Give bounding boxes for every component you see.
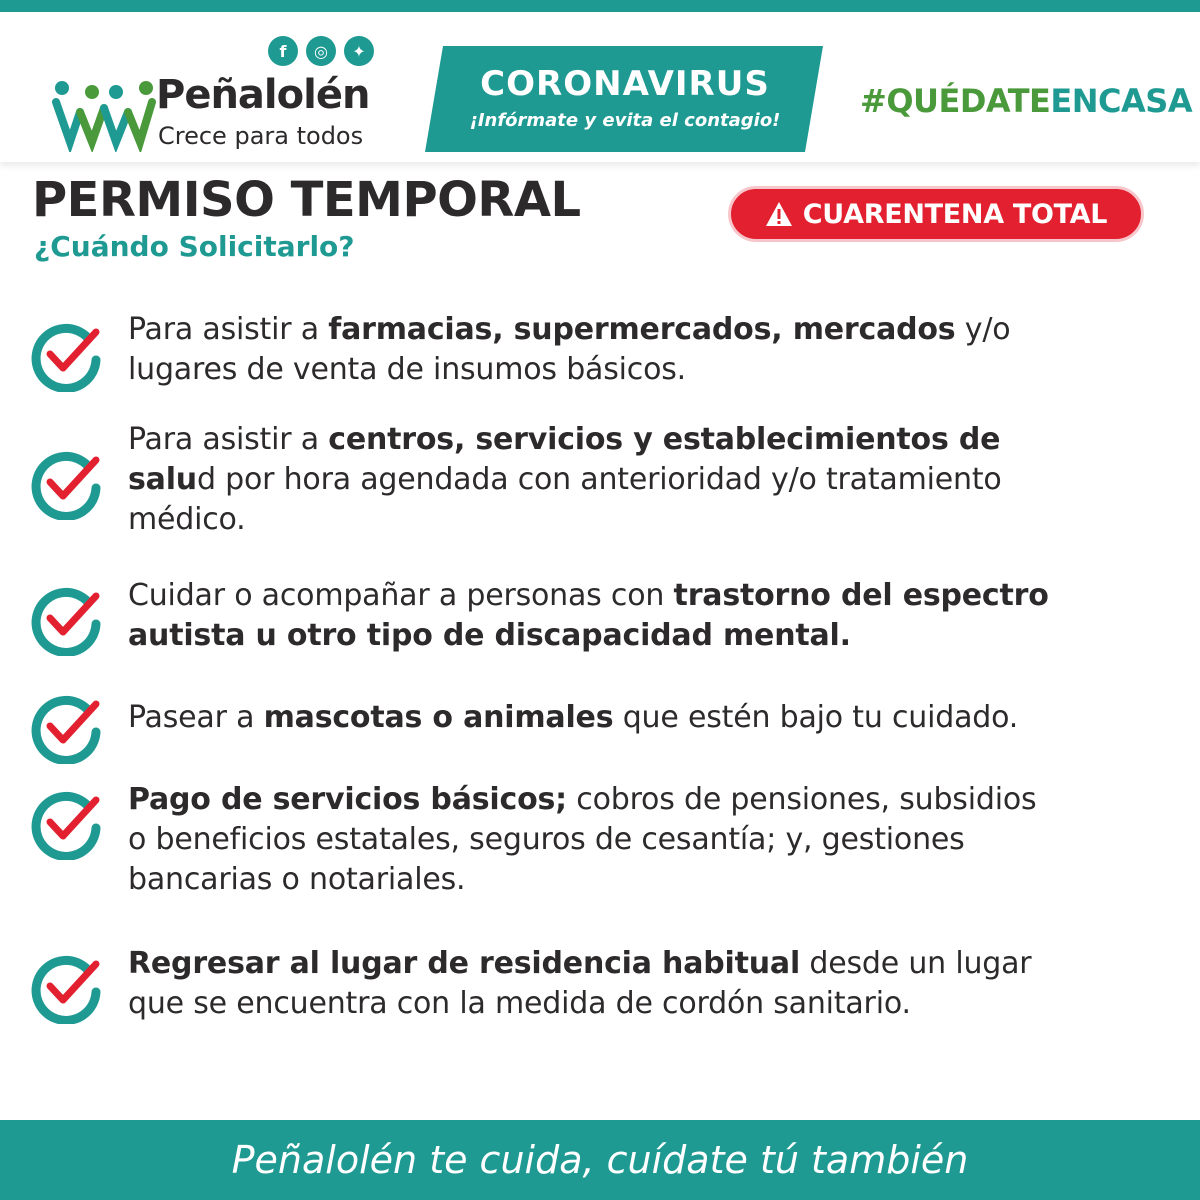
text-span: y/o [955, 312, 1011, 347]
text-span: que estén bajo tu cuidado. [613, 700, 1019, 735]
hashtag-quedateencasa [860, 82, 1192, 120]
text-span: médico. [128, 502, 246, 537]
text-span: cobros de pensiones, subsidios [566, 782, 1037, 817]
banner-title: CORONAVIRUS [480, 64, 770, 104]
twitter-icon[interactable]: ✦ [344, 36, 374, 66]
footer-bar [0, 1120, 1200, 1200]
text-span: desde un lugar [800, 946, 1032, 981]
check-circle-icon [30, 446, 104, 520]
check-circle-icon [30, 318, 104, 392]
instagram-icon[interactable]: ◎ [306, 36, 336, 66]
banner-subtitle: ¡Infórmate y evita el contagio! [469, 110, 781, 131]
badge-label: CUARENTENA TOTAL [802, 198, 1108, 230]
text-span: Pasear a [128, 700, 264, 735]
page-title: PERMISO TEMPORAL [32, 172, 581, 228]
bold-text: salu [128, 462, 197, 497]
facebook-icon[interactable]: f [268, 36, 298, 66]
page-subtitle: ¿Cuándo Solicitarlo? [34, 230, 355, 263]
bold-text: Pago de servicios básicos; [128, 782, 567, 817]
check-circle-icon [30, 582, 104, 656]
social-icons [268, 36, 374, 66]
check-circle-icon [30, 786, 104, 860]
bold-text: mascotas o animales [263, 700, 614, 735]
text-span: que se encuentra con la medida de cordón sanitario. [128, 986, 911, 1021]
bold-text: centros, servicios y establecimientos de [328, 422, 1001, 457]
hashtag-part-1: #QUÉDATE [860, 82, 1051, 120]
logo-name: Peñalolén [156, 72, 370, 118]
header [0, 12, 1200, 162]
text-span: o beneficios estatales, seguros de cesantía; y, gestiones [128, 822, 965, 857]
list-item-text [128, 780, 1168, 900]
bold-text: farmacias, supermercados, mercados [328, 312, 956, 347]
check-circle-icon [30, 690, 104, 764]
list-item-text [128, 420, 1168, 540]
text-span: d por hora agendada con anterioridad y/o tratamiento [196, 462, 1002, 497]
penalolen-logo [48, 32, 388, 152]
bold-text: trastorno del espectro [673, 578, 1049, 613]
top-stripe [0, 0, 1200, 12]
footer-text: Peñalolén te cuida, cuídate tú también [231, 1138, 969, 1182]
list-item-text [128, 310, 1168, 390]
text-span: Para asistir a [128, 312, 329, 347]
logo-slogan: Crece para todos [158, 122, 364, 150]
warning-icon [765, 201, 793, 227]
coronavirus-banner [425, 46, 823, 152]
hashtag-part-2: ENCASA [1050, 82, 1193, 120]
text-span: Para asistir a [128, 422, 329, 457]
bold-text: Regresar al lugar de residencia habitual [128, 946, 801, 981]
text-span: bancarias o notariales. [128, 862, 466, 897]
bold-text: autista u otro tipo de discapacidad mental. [128, 618, 851, 653]
check-circle-icon [30, 950, 104, 1024]
cuarentena-total-badge [728, 186, 1144, 242]
list-item-text [128, 944, 1168, 1024]
text-span: lugares de venta de insumos básicos. [128, 352, 686, 387]
people-logo-icon [48, 72, 158, 152]
text-span: Cuidar o acompañar a personas con [128, 578, 674, 613]
list-item-text [128, 698, 1168, 738]
list-item-text [128, 576, 1168, 656]
